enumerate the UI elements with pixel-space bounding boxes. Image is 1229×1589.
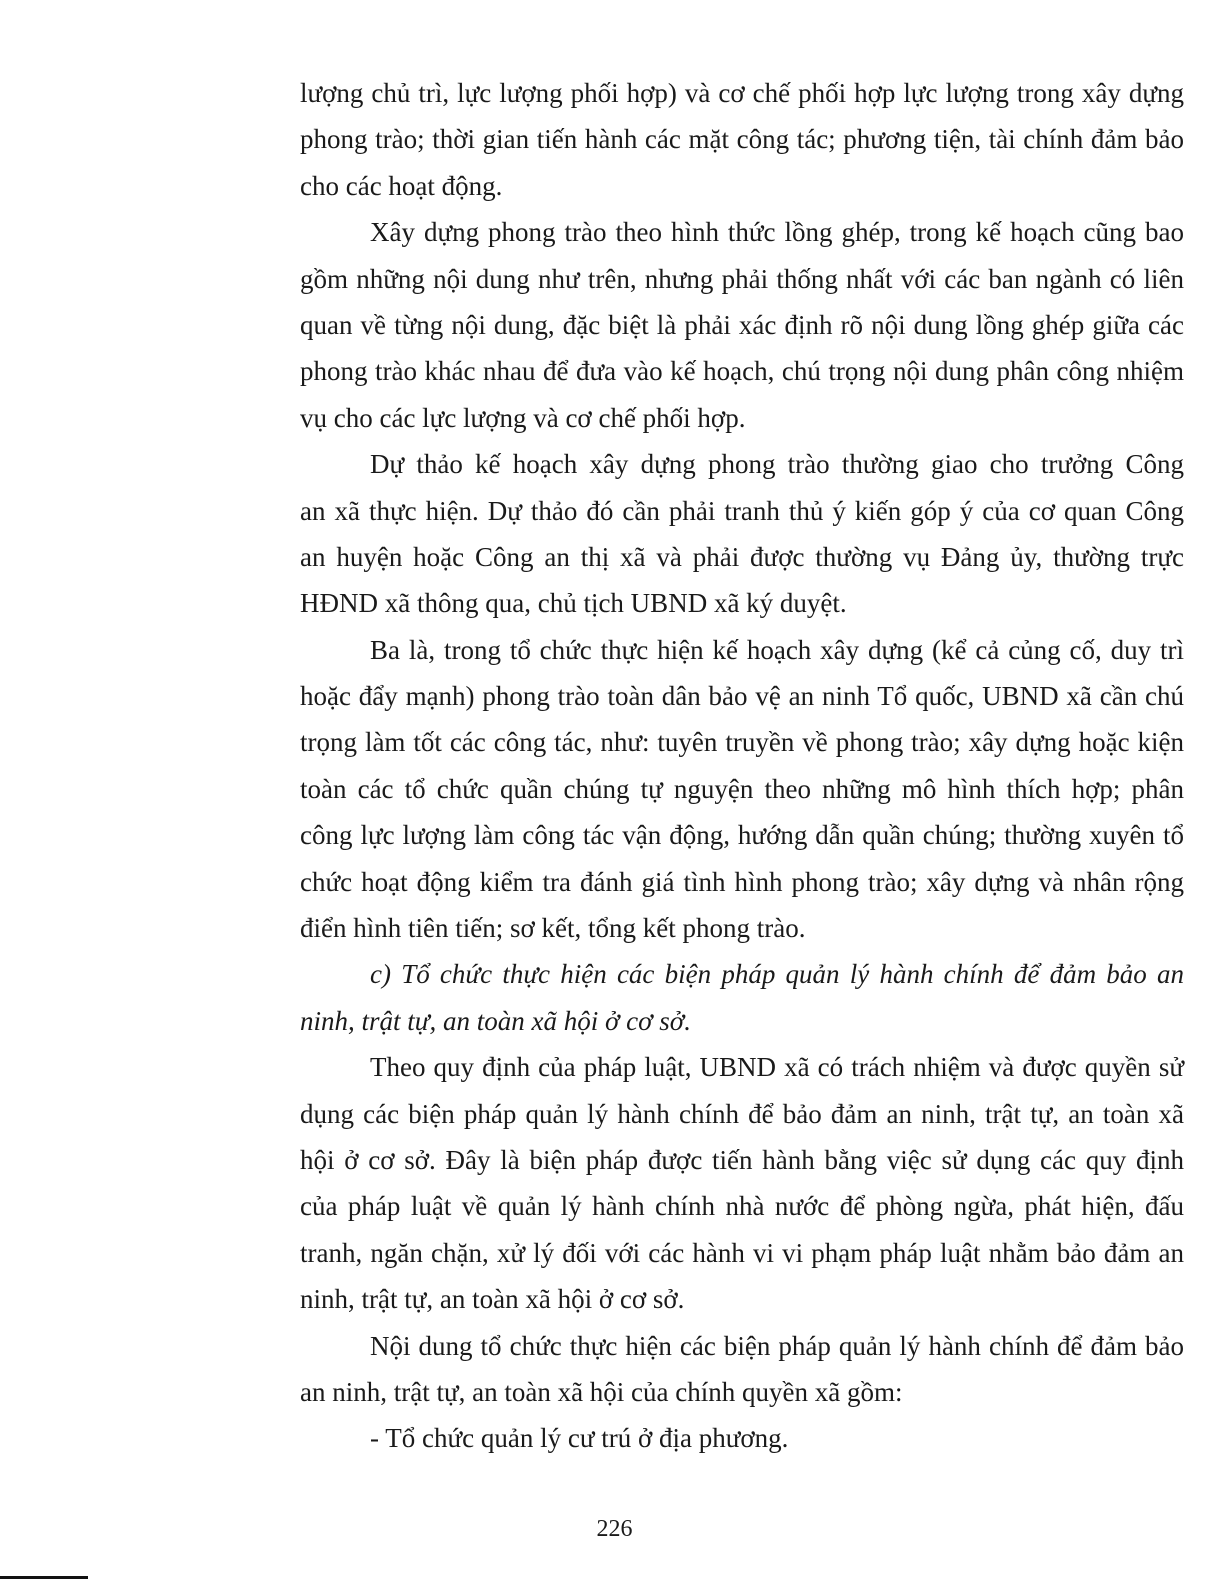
text-line: - Tổ chức quản lý cư trú ở địa phương. [370, 1423, 789, 1454]
text-line: phong trào; thời gian tiến hành các mặt công tác; phương tiện, tài chính đảm bảo [300, 124, 1184, 155]
paragraph [300, 209, 1184, 441]
text-line: điển hình tiên tiến; sơ kết, tổng kết phong trào. [300, 913, 806, 944]
list-item [300, 1415, 1184, 1461]
text-line: ninh, trật tự, an toàn xã hội ở cơ sở. [300, 1284, 685, 1315]
text-line: hoặc đẩy mạnh) phong trào toàn dân bảo vệ an ninh Tổ quốc, UBND xã cần chú [300, 681, 1184, 712]
text-line: Nội dung tổ chức thực hiện các biện pháp quản lý hành chính để đảm bảo [370, 1330, 1184, 1361]
text-line: trọng làm tốt các công tác, như: tuyên truyền về phong trào; xây dựng hoặc kiện [300, 727, 1184, 758]
text-line: gồm những nội dung như trên, nhưng phải thống nhất với các ban ngành có liên [300, 263, 1184, 294]
text-line: của pháp luật về quản lý hành chính nhà nước để phòng ngừa, phát hiện, đấu [300, 1191, 1184, 1222]
text-line: Dự thảo kế hoạch xây dựng phong trào thường giao cho trưởng Công [370, 449, 1184, 480]
paragraph [300, 1323, 1184, 1416]
page-number: 226 [596, 1516, 633, 1542]
text-line: toàn các tổ chức quần chúng tự nguyện theo những mô hình thích hợp; phân [300, 773, 1184, 804]
paragraph [300, 441, 1184, 627]
scan-edge-line [0, 1576, 88, 1579]
text-line: dụng các biện pháp quản lý hành chính để bảo đảm an ninh, trật tự, an toàn xã [300, 1098, 1184, 1129]
text-line: HĐND xã thông qua, chủ tịch UBND xã ký duyệt. [300, 588, 847, 619]
text-line: an huyện hoặc Công an thị xã và phải được thường vụ Đảng ủy, thường trực [300, 541, 1184, 572]
text-line: cho các hoạt động. [300, 170, 503, 201]
text-line: phong trào khác nhau để đưa vào kế hoạch, chú trọng nội dung phân công nhiệm [300, 356, 1184, 387]
text-line: công lực lượng làm công tác vận động, hướng dẫn quần chúng; thường xuyên tổ [300, 820, 1184, 851]
text-line: chức hoạt động kiểm tra đánh giá tình hình phong trào; xây dựng và nhân rộng [300, 866, 1184, 897]
text-line: Ba là, trong tổ chức thực hiện kế hoạch xây dựng (kể cả củng cố, duy trì [370, 634, 1184, 665]
text-line: Xây dựng phong trào theo hình thức lồng ghép, trong kế hoạch cũng bao [370, 217, 1184, 248]
text-line: ninh, trật tự, an toàn xã hội ở cơ sở. [300, 1005, 691, 1036]
text-line: lượng chủ trì, lực lượng phối hợp) và cơ chế phối hợp lực lượng trong xây dựng [300, 78, 1184, 108]
text-line: c) Tổ chức thực hiện các biện pháp quản lý hành chính để đảm bảo an [370, 959, 1184, 990]
text-line: quan về từng nội dung, đặc biệt là phải xác định rõ nội dung lồng ghép giữa các [300, 309, 1184, 340]
text-line: Theo quy định của pháp luật, UBND xã có trách nhiệm và được quyền sử [370, 1052, 1184, 1083]
text-line: vụ cho các lực lượng và cơ chế phối hợp. [300, 402, 746, 433]
text-line: an ninh, trật tự, an toàn xã hội của chính quyền xã gồm: [300, 1376, 903, 1407]
paragraph [300, 1044, 1184, 1322]
text-line: an xã thực hiện. Dự thảo đó cần phải tranh thủ ý kiến góp ý của cơ quan Công [300, 495, 1184, 526]
document-body [300, 70, 1184, 1462]
text-line: tranh, ngăn chặn, xử lý đối với các hành vi vi phạm pháp luật nhằm bảo đảm an [300, 1237, 1184, 1268]
paragraph [300, 70, 1184, 209]
text-line: hội ở cơ sở. Đây là biện pháp được tiến hành bằng việc sử dụng các quy định [300, 1144, 1184, 1175]
paragraph [300, 627, 1184, 952]
section-heading [300, 951, 1184, 1044]
